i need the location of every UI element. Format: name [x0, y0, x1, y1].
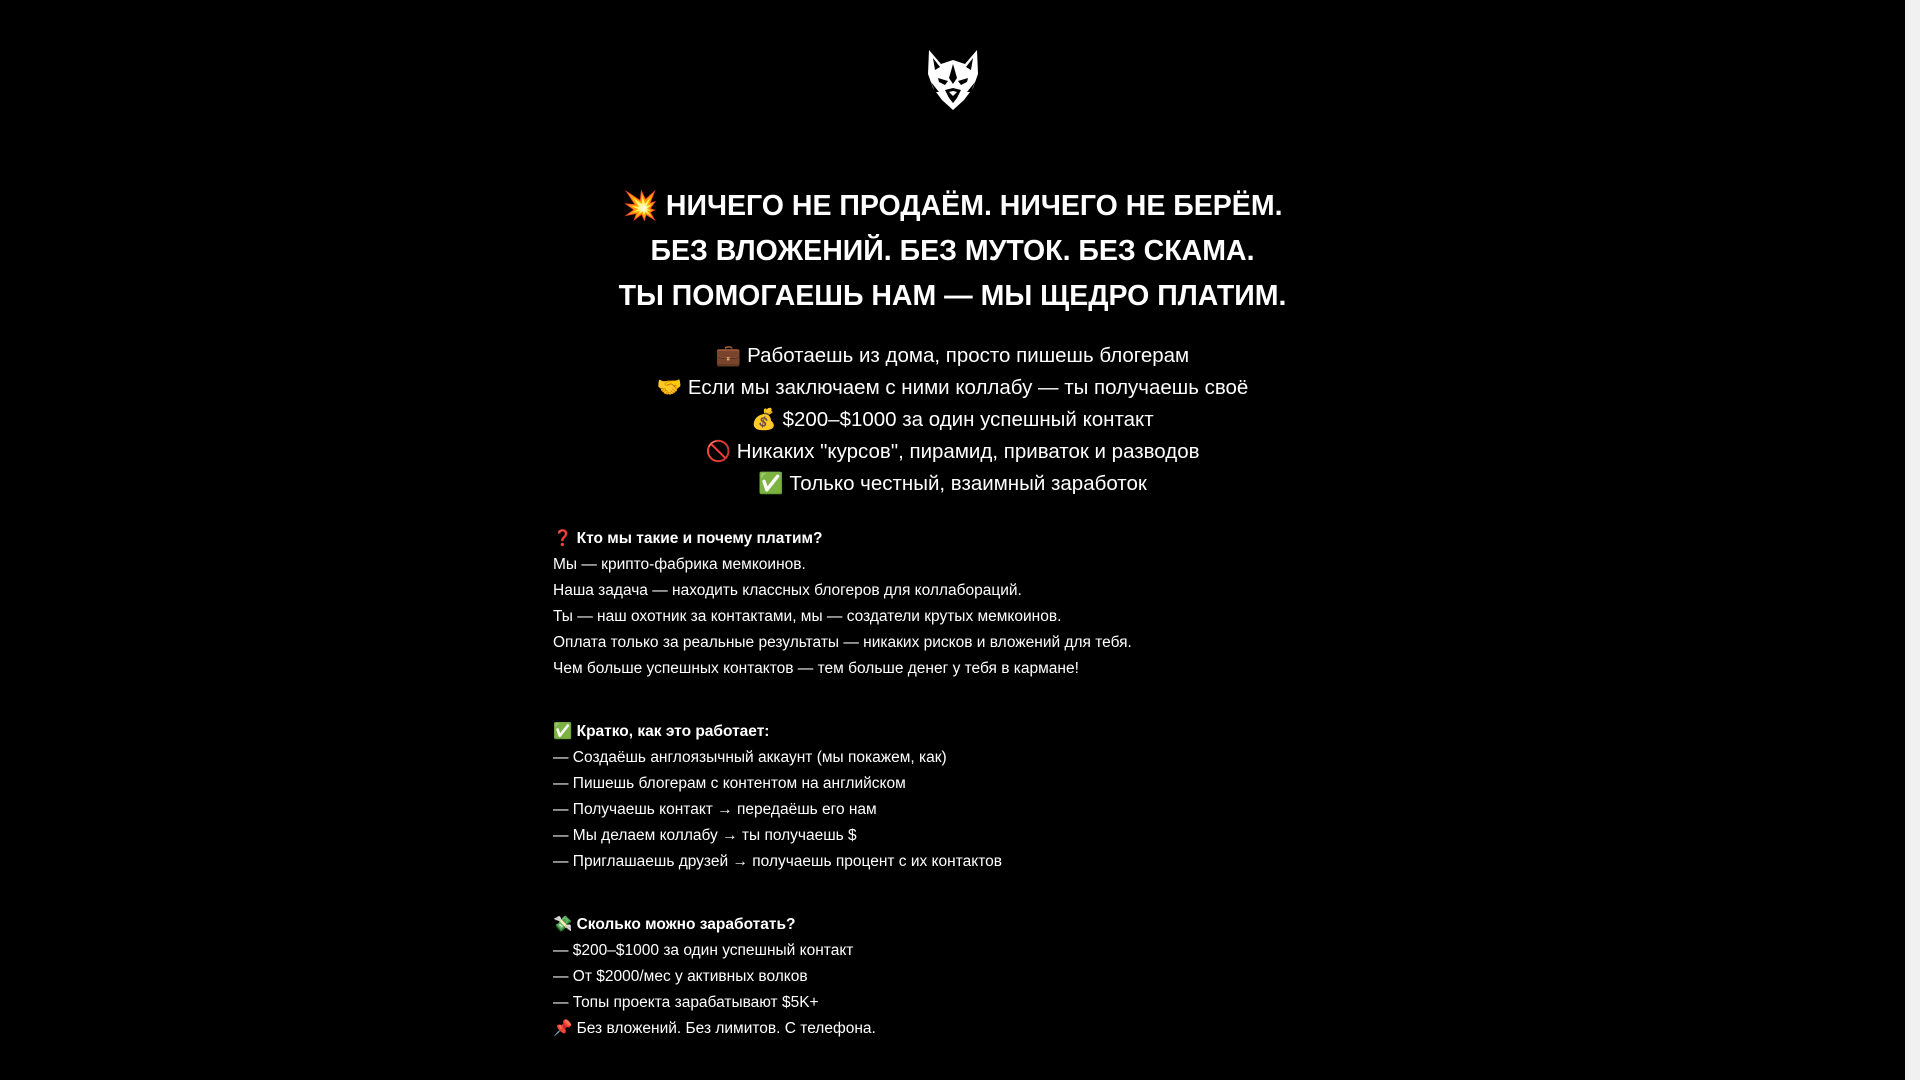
headline — [0, 184, 1905, 319]
how-heading: ✅ Кратко, как это работает: — [553, 723, 770, 740]
earn-line: — $200–$1000 за один успешный контакт — [553, 942, 854, 959]
about-line: Мы — крипто-фабрика мемкоинов. — [553, 556, 806, 573]
how-it-works-section — [553, 719, 1553, 875]
benefits-list — [0, 340, 1905, 500]
about-line: Наша задача — находить классных блогеров для коллабораций. — [553, 582, 1022, 599]
headline-line: БЕЗ ВЛОЖЕНИЙ. БЕЗ МУТОК. БЕЗ СКАМА. — [650, 235, 1255, 267]
benefit-item: 🚫 Никаких "курсов", пирамид, приваток и разводов — [705, 440, 1200, 463]
headline-line: ТЫ ПОМОГАЕШЬ НАМ — МЫ ЩЕДРО ПЛАТИМ. — [618, 280, 1287, 312]
vertical-scrollbar[interactable] — [1905, 0, 1920, 1080]
earnings-section — [553, 912, 1553, 1042]
benefit-item: 🤝 Если мы заключаем с ними коллабу — ты получаешь своё — [656, 376, 1249, 399]
how-step: — Создаёшь англоязычный аккаунт (мы покажем, как) — [553, 749, 947, 766]
about-line: Оплата только за реальные результаты — никаких рисков и вложений для тебя. — [553, 634, 1132, 651]
about-section — [553, 526, 1553, 682]
earn-line: — От $2000/мес у активных волков — [553, 968, 808, 985]
how-step: — Пишешь блогерам с контентом на английском — [553, 775, 906, 792]
benefit-item: 💼 Работаешь из дома, просто пишешь блогерам — [715, 344, 1190, 367]
about-line: Чем больше успешных контактов — тем больше денег у тебя в кармане! — [553, 660, 1079, 677]
earn-line: 📌 Без вложений. Без лимитов. С телефона. — [553, 1020, 876, 1037]
wolf-head-icon — [923, 48, 983, 112]
how-step: — Мы делаем коллабу → ты получаешь $ — [553, 827, 857, 844]
how-step: — Приглашаешь друзей → получаешь процент с их контактов — [553, 853, 1002, 870]
about-line: Ты — наш охотник за контактами, мы — создатели крутых мемкоинов. — [553, 608, 1062, 625]
benefit-item: 💰 $200–$1000 за один успешный контакт — [751, 408, 1154, 431]
headline-line: 💥 НИЧЕГО НЕ ПРОДАЁМ. НИЧЕГО НЕ БЕРЁМ. — [622, 190, 1283, 222]
benefit-item: ✅ Только честный, взаимный заработок — [758, 472, 1147, 495]
earn-heading: 💸 Сколько можно заработать? — [553, 916, 796, 933]
earn-line: — Топы проекта зарабатывают $5K+ — [553, 994, 819, 1011]
about-heading: ❓ Кто мы такие и почему платим? — [553, 530, 823, 547]
how-step: — Получаешь контакт → передаёшь его нам — [553, 801, 877, 818]
